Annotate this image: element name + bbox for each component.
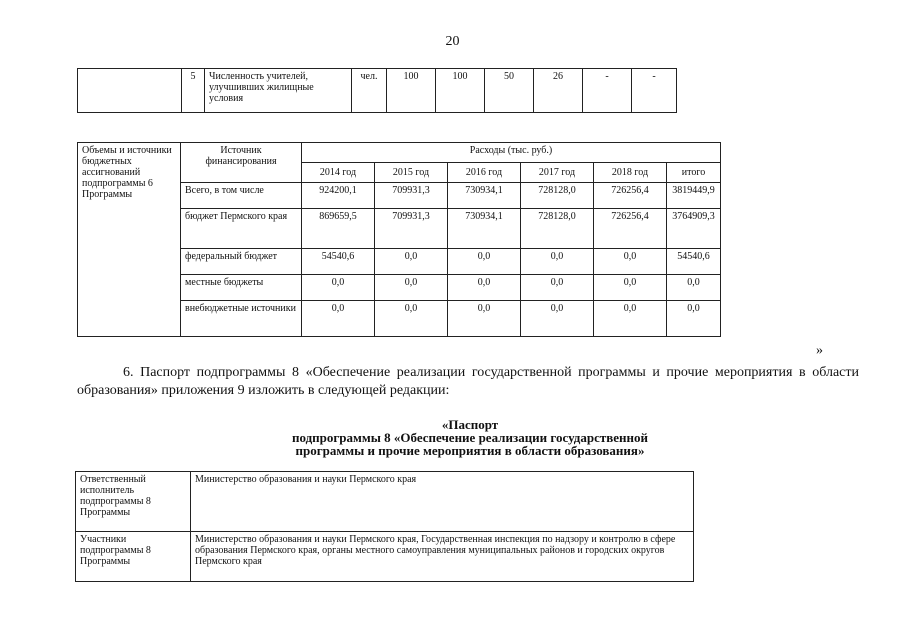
expense-value: 0,0 (448, 249, 521, 275)
expense-value: 709931,3 (375, 209, 448, 249)
amendment-paragraph: 6. Паспорт подпрограммы 8 «Обеспечение реализации государственной программы и прочие мероприятия в области образования» приложения 9 изложить в следующей редакции: (77, 365, 859, 398)
expense-value: 0,0 (594, 301, 667, 337)
year-header: 2014 год (302, 163, 375, 183)
passport-label: Участники подпрограммы 8 Программы (76, 532, 191, 582)
expense-value: 0,0 (375, 249, 448, 275)
expense-value: 0,0 (375, 301, 448, 337)
passport-title-line1: «Паспорт (441, 417, 499, 432)
source-name: Всего, в том числе (181, 183, 302, 209)
source-name: местные бюджеты (181, 275, 302, 301)
budget-table (77, 142, 721, 337)
source-header: Источник финансирования (181, 143, 302, 183)
expense-value: 730934,1 (448, 209, 521, 249)
passport-value: Министерство образования и науки Пермского края (191, 472, 694, 532)
row-number: 5 (182, 69, 205, 113)
indicator-table (77, 68, 677, 113)
expense-value: 728128,0 (521, 183, 594, 209)
expense-value: 54540,6 (667, 249, 721, 275)
indicator-value: 100 (436, 69, 485, 113)
year-header: 2018 год (594, 163, 667, 183)
source-name: бюджет Пермского края (181, 209, 302, 249)
indicator-value: 26 (534, 69, 583, 113)
expense-value: 0,0 (667, 275, 721, 301)
year-header: 2016 год (448, 163, 521, 183)
table-row (78, 69, 677, 113)
expense-value: 728128,0 (521, 209, 594, 249)
expense-value: 869659,5 (302, 209, 375, 249)
expense-value: 0,0 (594, 275, 667, 301)
passport-title-line3: программы и прочие мероприятия в области образования» (295, 443, 645, 458)
expense-value: 0,0 (448, 275, 521, 301)
expense-value: 3819449,9 (667, 183, 721, 209)
table-row (76, 472, 694, 532)
expense-value: 0,0 (302, 275, 375, 301)
expense-value: 0,0 (521, 249, 594, 275)
table-header-row (78, 143, 721, 163)
indicator-value: 100 (387, 69, 436, 113)
expense-value: 3764909,3 (667, 209, 721, 249)
expense-value: 709931,3 (375, 183, 448, 209)
indicator-value: - (632, 69, 677, 113)
expense-value: 0,0 (448, 301, 521, 337)
indicator-name: Численность учителей, улучшивших жилищные условия (205, 69, 352, 113)
expense-value: 54540,6 (302, 249, 375, 275)
closing-quote: » (816, 343, 823, 358)
expense-value: 0,0 (521, 275, 594, 301)
page-number: 20 (445, 34, 460, 49)
expense-value: 730934,1 (448, 183, 521, 209)
table-row (76, 532, 694, 582)
year-header: 2015 год (375, 163, 448, 183)
passport-value: Министерство образования и науки Пермского края, Государственная инспекция по надзору и контролю в сфере образования Пермского края, органы местного самоуправления муниципальных районов и городских округов Пермского края (191, 532, 694, 582)
passport-table (75, 471, 694, 582)
expense-value: 0,0 (667, 301, 721, 337)
expense-value: 0,0 (302, 301, 375, 337)
expense-value: 0,0 (594, 249, 667, 275)
expense-value: 726256,4 (594, 183, 667, 209)
source-name: федеральный бюджет (181, 249, 302, 275)
budget-label: Объемы и источники бюджетных ассигнований подпрограммы 6 Программы (78, 143, 181, 337)
total-header: итого (667, 163, 721, 183)
indicator-value: - (583, 69, 632, 113)
expense-value: 0,0 (521, 301, 594, 337)
indicator-value: 50 (485, 69, 534, 113)
indicator-unit: чел. (352, 69, 387, 113)
passport-label: Ответственный исполнитель подпрограммы 8 Программы (76, 472, 191, 532)
passport-title-line2: подпрограммы 8 «Обеспечение реализации государственной (291, 430, 648, 445)
expense-value: 726256,4 (594, 209, 667, 249)
year-header: 2017 год (521, 163, 594, 183)
expenses-header: Расходы (тыс. руб.) (302, 143, 721, 163)
expense-value: 924200,1 (302, 183, 375, 209)
expense-value: 0,0 (375, 275, 448, 301)
source-name: внебюджетные источники (181, 301, 302, 337)
